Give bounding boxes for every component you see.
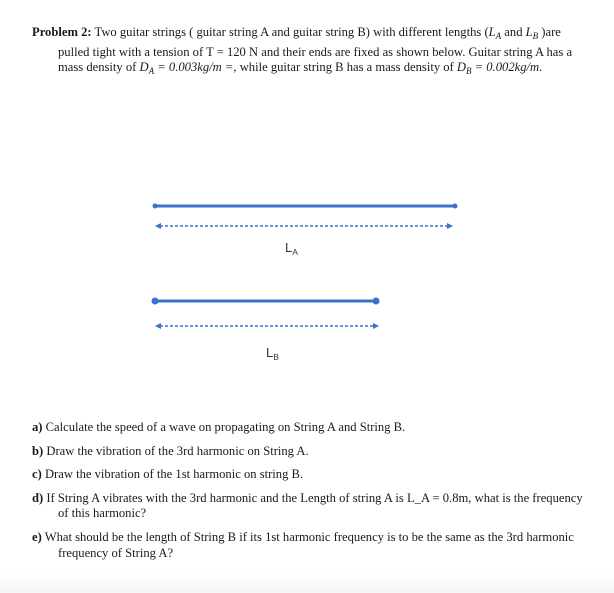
- label-lb: $L_B$: [266, 345, 279, 362]
- la-subscript: A: [495, 31, 502, 41]
- da-value: = 0.003kg/m =: [154, 60, 234, 75]
- db-symbol: D: [456, 60, 467, 75]
- problem-text-3: )are pulled tight with a tension of T = 120 N and their ends are fixed as shown below. Guitar string A has a mass density of: [58, 25, 573, 75]
- la-symbol: L: [488, 25, 496, 39]
- question-a: a) Calculate the speed of a wave on propagating on String A and String B.: [32, 420, 406, 434]
- string-a-right-end: [453, 204, 458, 209]
- string-b-left-end: [152, 298, 159, 305]
- db-subscript: B: [466, 66, 472, 77]
- question-b: b) Draw the vibration of the 3rd harmonic on String A.: [32, 443, 309, 458]
- length-a-arrowhead-left: [155, 223, 161, 229]
- length-a-arrowhead-right: [447, 223, 453, 229]
- questions-list: [32, 420, 584, 569]
- problem-label: Problem 2:: [32, 25, 92, 39]
- lb-symbol: L: [525, 25, 533, 39]
- problem-text-1: Two guitar strings ( guitar string A and guitar string B) with different lengths (: [94, 25, 489, 39]
- da-subscript: A: [148, 66, 155, 77]
- question-c: c) Draw the vibration of the 1st harmonic on string B.: [32, 467, 304, 482]
- length-b-arrowhead-right: [373, 323, 379, 329]
- bottom-fade: [0, 571, 614, 593]
- question-e: e) What should be the length of String B if its 1st harmonic frequency is to be the same as the 3rd harmonic frequency of String A?: [32, 529, 574, 560]
- db-value: = 0.002kg/m: [471, 60, 540, 75]
- da-symbol: D: [139, 60, 149, 75]
- length-b-arrowhead-left: [155, 323, 161, 329]
- problem-text-5: .: [539, 60, 543, 75]
- label-la: $L_A$: [285, 240, 298, 257]
- problem-text-2: and: [501, 25, 526, 39]
- string-b-right-end: [373, 298, 380, 305]
- lb-subscript: B: [532, 31, 539, 41]
- question-d: d) If String A vibrates with the 3rd harmonic and the Length of string A is L_A = 0.8m, what is the frequency of this harmonic?: [32, 490, 583, 521]
- string-a-left-end: [153, 204, 158, 209]
- problem-text-4: , while guitar string B has a mass density of: [233, 60, 457, 75]
